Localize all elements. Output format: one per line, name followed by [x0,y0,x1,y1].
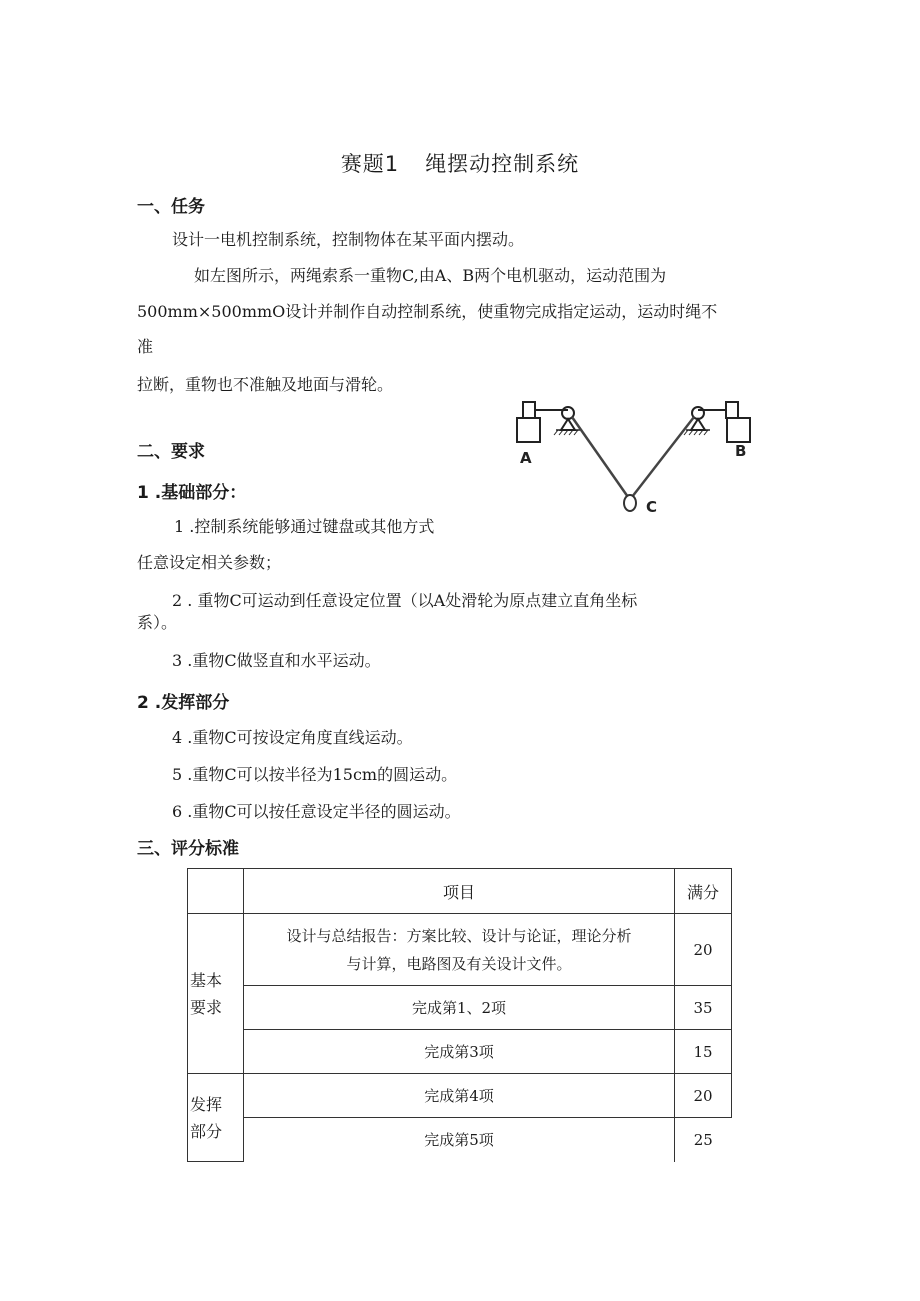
req-item-1-line1: 1 .控制系统能够通过键盘或其他方式 [174,517,435,536]
row-score: 15 [675,1030,732,1074]
weight-c [624,495,636,511]
category-basic [188,914,244,1074]
req-item-4: 4 .重物C可按设定角度直线运动。 [172,728,413,747]
title-name: 绳摆动控制系统 [425,152,580,176]
category-basic-line1: 基本 [190,970,223,990]
req-item-1-line2: 任意设定相关参数； [137,553,282,572]
table-row [188,1074,732,1118]
pulley-b-support [691,419,705,430]
req-item-3: 3 .重物C做竖直和水平运动。 [172,651,381,670]
title-prefix: 赛题1 [340,152,400,176]
label-b: B [735,442,747,460]
row-score: 25 [675,1118,732,1162]
row-item: 完成第4项 [243,1074,674,1118]
basic-part-heading: 1 .基础部分： [137,483,247,503]
col-score-header: 满分 [675,869,732,914]
table-row [188,1118,732,1162]
pulley-a-support [561,419,575,430]
category-ext-line2: 部分 [190,1121,223,1141]
category-ext-line1: 发挥 [190,1094,223,1114]
motor-a-mount [523,402,535,418]
task-desc-line4: 拉断，重物也不准触及地面与滑轮。 [137,375,394,394]
task-intro: 设计一电机控制系统，控制物体在某平面内摆动。 [172,230,525,249]
task-desc-line1: 如左图所示，两绳索系一重物C,由A、B两个电机驱动，运动范围为 [194,266,667,285]
label-c: C [646,498,658,516]
row-score: 20 [675,1074,732,1118]
motor-b-mount [726,402,738,418]
row-score: 35 [675,986,732,1030]
row-item: 完成第5项 [243,1118,674,1162]
motor-a [517,418,540,442]
req-item-2-line1: 2 . 重物C可运动到任意设定位置（以A处滑轮为原点建立直角坐标 [172,591,638,610]
req-item-5: 5 .重物C可以按半径为15cm的圆运动。 [172,765,458,784]
page-title [0,148,920,178]
rope-b [632,417,694,497]
table-row [188,1030,732,1074]
task-desc-line3: 准 [137,337,154,356]
section-requirements-heading: 二、要求 [137,442,205,462]
section-task-heading: 一、任务 [137,197,205,217]
table-row [188,986,732,1030]
motor-b [727,418,750,442]
row-item [243,914,674,986]
table-header-empty [188,869,244,914]
extended-part-heading: 2 .发挥部分 [137,693,230,713]
row-item: 完成第1、2项 [243,986,674,1030]
label-a: A [520,449,532,467]
rope-pendulum-figure [508,396,768,522]
table-header-row [188,869,732,914]
category-basic-line2: 要求 [190,997,223,1017]
category-extended [188,1074,244,1162]
row-item: 完成第3项 [243,1030,674,1074]
scoring-table [187,868,732,1162]
task-desc-line2: 500mm×500mmO设计并制作自动控制系统，使重物完成指定运动，运动时绳不 [137,302,718,321]
table-row [188,914,732,986]
req-item-6: 6 .重物C可以按任意设定半径的圆运动。 [172,802,461,821]
col-item-header: 项目 [243,869,674,914]
row-item-line2: 与计算，电路图及有关设计文件。 [346,954,572,973]
req-item-2-line2: 系）。 [137,613,178,632]
section-scoring-heading: 三、评分标准 [137,839,239,859]
row-score: 20 [675,914,732,986]
rope-a [572,417,628,497]
row-item-line1: 设计与总结报告：方案比较、设计与论证，理论分析 [286,926,632,945]
